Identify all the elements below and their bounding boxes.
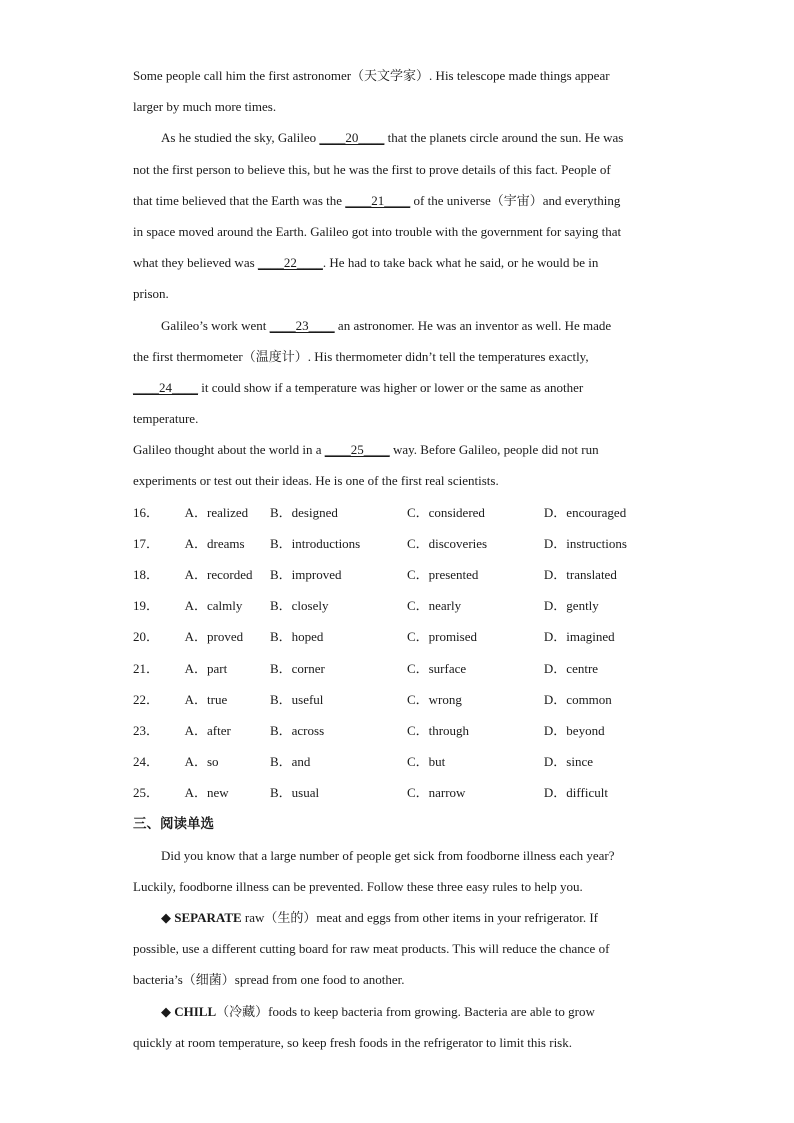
- rule-chill-heading: ◆ CHILL: [161, 1003, 217, 1019]
- question-number: 16．: [133, 504, 160, 520]
- text-line: As he studied the sky, Galileo ____20____ that the planets circle around the sun. He was: [161, 130, 624, 146]
- option-b: B．useful: [269, 691, 324, 707]
- option-b: B．closely: [269, 598, 329, 614]
- text-line: that time believed that the Earth was the ____21____ of the universe（宇宙）and everything: [133, 192, 621, 208]
- section-title: 三、阅读单选: [133, 815, 214, 832]
- text-line: Galileo’s work went ____23____ an astronomer. He was an inventor as well. He made: [161, 317, 612, 333]
- option-d: D．difficult: [543, 785, 608, 801]
- question-row: [133, 528, 663, 559]
- option-c: C．narrow: [406, 785, 466, 801]
- option-a: A．after: [184, 722, 231, 738]
- rule-separate-heading: ◆ SEPARATE: [161, 910, 242, 926]
- question-row: [133, 590, 663, 621]
- option-c: C．through: [406, 722, 470, 738]
- option-b: B．improved: [269, 567, 342, 582]
- question-number: 17．: [133, 535, 160, 551]
- option-c: C．surface: [406, 660, 467, 676]
- option-d: D．imagined: [543, 629, 615, 645]
- question-row: [133, 559, 663, 590]
- text-line: not the first person to believe this, but he was the first to prove details of this fact. People of: [133, 161, 611, 177]
- question-number: 23．: [133, 722, 160, 738]
- question-number: 25．: [133, 785, 160, 801]
- question-number: 24．: [133, 754, 160, 770]
- question-number: 18．: [133, 567, 160, 582]
- option-c: C．presented: [406, 567, 479, 582]
- text-line: the first thermometer（温度计）. His thermometer didn’t tell the temperatures exactly,: [133, 348, 589, 364]
- option-c: C．nearly: [406, 598, 462, 614]
- option-b: B．usual: [269, 785, 320, 801]
- option-d: D．common: [543, 691, 612, 707]
- option-a: A．part: [184, 660, 228, 676]
- option-a: A．dreams: [184, 535, 245, 551]
- option-a: A．calmly: [184, 598, 243, 614]
- option-d: D．encouraged: [543, 504, 627, 520]
- blank-25: ____25____: [324, 442, 390, 458]
- text-line: quickly at room temperature, so keep fresh foods in the refrigerator to limit this risk.: [133, 1034, 572, 1050]
- option-b: B．across: [269, 722, 325, 738]
- option-b: B．hoped: [269, 629, 324, 645]
- option-c: C．but: [406, 754, 446, 770]
- option-d: D．translated: [543, 567, 617, 582]
- option-d: D．since: [543, 754, 594, 770]
- option-b: B．introductions: [269, 535, 361, 551]
- text-line: prison.: [133, 286, 169, 302]
- question-number: 21．: [133, 660, 160, 676]
- text-line: Some people call him the first astronomer（天文学家）. His telescope made things appear: [133, 68, 610, 83]
- text-line: ◆ CHILL（冷藏）foods to keep bacteria from growing. Bacteria are able to grow: [161, 1003, 595, 1019]
- blank-21: ____21____: [345, 192, 411, 208]
- option-c: C．considered: [406, 504, 485, 520]
- option-c: C．promised: [406, 629, 477, 645]
- text-line: temperature.: [133, 411, 199, 427]
- option-b: B．and: [269, 754, 311, 770]
- blank-22: ____22____: [257, 255, 323, 271]
- text-line: experiments or test out their ideas. He is one of the first real scientists.: [133, 473, 499, 489]
- question-row: [133, 684, 663, 715]
- question-number: 22．: [133, 691, 160, 707]
- option-b: B．designed: [269, 504, 338, 520]
- text-line: in space moved around the Earth. Galileo got into trouble with the government for saying that: [133, 223, 622, 239]
- option-a: A．realized: [184, 504, 249, 520]
- blank-23: ____23____: [269, 317, 335, 333]
- question-row: [133, 497, 663, 528]
- question-number: 20．: [133, 629, 160, 645]
- text-line: larger by much more times.: [133, 99, 277, 115]
- question-row: [133, 621, 663, 652]
- text-line: Did you know that a large number of people get sick from foodborne illness each year?: [161, 847, 615, 863]
- option-a: A．proved: [184, 629, 244, 645]
- option-d: D．centre: [543, 660, 599, 676]
- text-line: Galileo thought about the world in a ____25____ way. Before Galileo, people did not run: [133, 442, 599, 458]
- question-number: 19．: [133, 598, 160, 614]
- option-a: A．new: [184, 785, 229, 801]
- document-page: [133, 60, 663, 1058]
- text-line: possible, use a different cutting board for raw meat products. This will reduce the chance of: [133, 941, 610, 957]
- blank-20: ____20____: [319, 130, 385, 146]
- blank-24: ____24____: [133, 379, 198, 395]
- option-b: B．corner: [269, 660, 325, 676]
- option-d: D．instructions: [543, 535, 627, 551]
- question-row: [133, 777, 663, 808]
- question-row: [133, 746, 663, 777]
- text-line: what they believed was ____22____. He had to take back what he said, or he would be in: [133, 255, 599, 271]
- question-row: [133, 715, 663, 746]
- option-a: A．so: [184, 754, 219, 770]
- question-row: [133, 653, 663, 684]
- option-c: C．wrong: [406, 691, 462, 707]
- text-line: ◆ SEPARATE raw（生的）meat and eggs from other items in your refrigerator. If: [161, 910, 598, 926]
- text-line: Luckily, foodborne illness can be prevented. Follow these three easy rules to help you.: [133, 878, 583, 894]
- text-line: bacteria’s（细菌）spread from one food to another.: [133, 972, 405, 988]
- option-c: C．discoveries: [406, 535, 488, 551]
- option-a: A．true: [184, 691, 228, 707]
- option-d: D．beyond: [543, 722, 605, 738]
- options-list: [133, 497, 663, 809]
- text-line: ____24____ it could show if a temperature was higher or lower or the same as another: [133, 379, 584, 395]
- option-a: A．recorded: [184, 567, 253, 582]
- option-d: D．gently: [543, 598, 599, 614]
